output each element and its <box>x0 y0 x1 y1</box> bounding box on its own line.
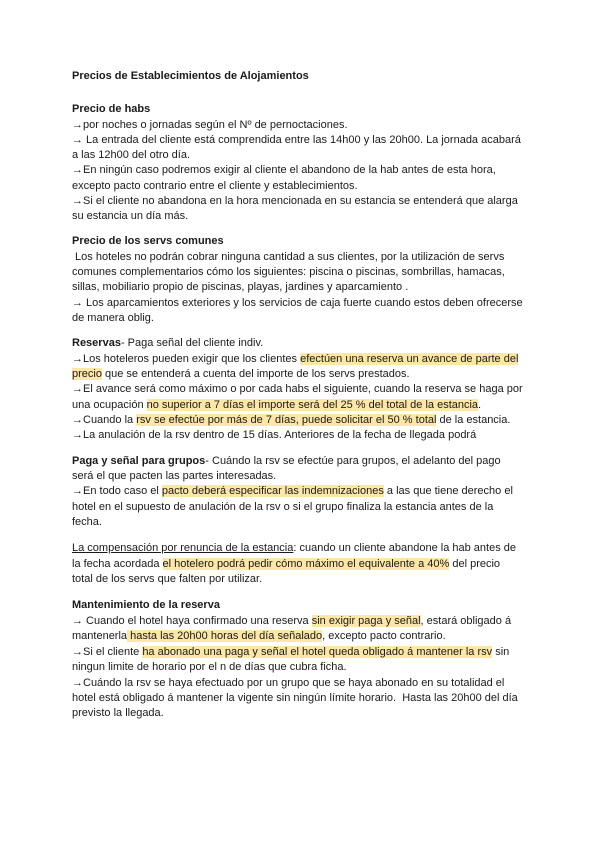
text-line <box>72 413 510 428</box>
highlighted-text: sin exigir paga y señal <box>311 615 421 627</box>
text-segment: → Los aparcamientos exteriores y los servicios de caja fuerte cuando estos deben ofrecerse <box>72 297 523 309</box>
text-segment: →por noches o jornadas según el Nº de pernoctaciones. <box>72 119 348 131</box>
text-segment: → La entrada del cliente está comprendida entre las 14h00 y las 20h00. La jornada acabará <box>72 134 521 146</box>
text-segment: a las que tiene derecho el <box>383 485 513 497</box>
text-line <box>72 614 511 629</box>
text-segment: , excepto pacto contrario. <box>322 630 446 642</box>
text-segment: será el que pacten las partes interesadas. <box>72 470 277 482</box>
text-segment: →En todo caso el <box>72 485 162 497</box>
text-segment: - Paga señal del cliente indiv. <box>120 337 264 349</box>
text-segment: →Si el cliente no abandona en la hora mencionada en su estancia se entenderá que alarga <box>72 195 518 207</box>
text-line <box>72 500 493 515</box>
highlighted-text: no superior a 7 días el importe será del 25 % del total de la estancia <box>146 399 479 411</box>
text-segment: →Los hoteleros pueden exigir que los clientes <box>72 353 301 365</box>
text-segment: : cuando un cliente abandone la hab antes de <box>293 542 517 554</box>
text-segment: la fecha acordada <box>72 558 163 570</box>
text-segment: de la estancia. <box>436 414 511 426</box>
text-segment: mantenerla <box>72 630 128 642</box>
text-line <box>72 572 262 587</box>
section-heading: Paga y señal para grupos <box>72 455 206 467</box>
text-line <box>72 265 505 280</box>
text-line <box>72 691 518 706</box>
text-line <box>72 398 481 413</box>
text-line <box>72 209 188 224</box>
text-line <box>72 352 518 367</box>
text-segment: , estará obligado á <box>420 615 512 627</box>
text-segment: de manera oblig. <box>72 312 154 324</box>
text-line <box>72 133 521 148</box>
text-segment: Los hoteles no podrán cobrar ninguna cantidad a sus clientes, por la utilización de servs <box>72 251 505 263</box>
text-line <box>72 194 518 209</box>
text-line <box>72 469 276 484</box>
highlighted-text: pacto deberá especificar las indemnizaciones <box>161 485 384 497</box>
underlined-text: La compensación por renuncia de la estancia <box>72 542 294 554</box>
text-segment: →La anulación de la rsv dentro de 15 días. Anteriores de la fecha de llegada podrá <box>72 429 477 441</box>
text-line <box>72 541 516 556</box>
highlighted-text: ha abonado una paga y señal el hotel queda obligado á mantener la rsv <box>142 646 493 658</box>
text-line <box>72 515 102 530</box>
text-line <box>72 148 190 163</box>
text-segment: →Cuándo la rsv se haya efectuado por un grupo que se haya abonado en su totalidad el <box>72 677 505 689</box>
text-line <box>72 336 263 351</box>
text-segment: → Cuando el hotel haya confirmado una reserva <box>72 615 312 627</box>
text-line <box>72 454 501 469</box>
highlighted-text: efectúen una reserva un avance de parte del <box>300 353 519 365</box>
text-segment: a las 12h00 del otro día. <box>72 149 191 161</box>
text-segment: su estancia un día más. <box>72 210 189 222</box>
text-segment: excepto pacto contrario entre el cliente y establecimientos. <box>72 180 358 192</box>
text-segment: →En ningún caso podremos exigir al cliente el abandono de la hab antes de esta hora, <box>72 164 496 176</box>
section-heading: Reservas <box>72 337 121 349</box>
highlighted-text: rsv se efectúe por más de 7 días, puede solicitar el 50 % total <box>136 414 437 426</box>
text-segment: ningun limite de horario por el n de días que cubra ficha. <box>72 661 347 673</box>
text-line <box>72 557 500 572</box>
text-line <box>72 706 164 721</box>
text-line <box>72 367 410 382</box>
text-line <box>72 311 154 326</box>
text-line <box>72 598 220 613</box>
section-heading: Precio de habs <box>72 103 151 115</box>
text-segment: sillas, mobiliario propio de piscinas, playas, jardines y aparcamiento . <box>72 281 409 293</box>
section-heading: Precio de los servs comunes <box>72 235 224 247</box>
highlighted-text: hasta las 20h00 horas del día señalado <box>127 630 323 642</box>
text-line <box>72 296 523 311</box>
text-line <box>72 102 150 117</box>
text-segment: sin <box>492 646 510 658</box>
text-line <box>72 660 347 675</box>
document-title: Precios de Establecimientos de Alojamientos <box>72 70 309 82</box>
text-line <box>72 484 513 499</box>
text-line <box>72 629 446 644</box>
text-line <box>72 280 408 295</box>
highlighted-text: el hotelero podrá pedir cómo máximo el equivalente a 40% <box>162 558 450 570</box>
text-segment: total de los servs que falten por utilizar. <box>72 573 263 585</box>
text-segment: →Cuando la <box>72 414 137 426</box>
text-segment: comunes complementarios cómo los siguientes: piscina o piscinas, sombrillas, hamacas, <box>72 266 505 278</box>
text-segment: →Si el cliente <box>72 646 143 658</box>
text-segment: del precio <box>449 558 501 570</box>
text-line <box>72 250 504 265</box>
text-segment: fecha. <box>72 516 102 528</box>
text-segment: - Cuándo la rsv se efectúe para grupos, el adelanto del pago <box>205 455 501 467</box>
text-segment: hotel en el supuesto de anulación de la rsv o si el grupo finaliza la estancia antes de la <box>72 501 494 513</box>
text-segment: una ocupación <box>72 399 147 411</box>
text-segment: que se entenderá a cuenta del importe de los servs prestados. <box>101 368 410 380</box>
text-segment: . <box>478 399 482 411</box>
section-heading: Mantenimiento de la reserva <box>72 599 220 611</box>
highlighted-text: precio <box>72 368 102 380</box>
text-line <box>72 118 348 133</box>
text-line <box>72 645 509 660</box>
text-line <box>72 428 476 443</box>
text-segment: →El avance será como máximo o por cada habs el siguiente, cuando la reserva se haga por <box>72 383 523 395</box>
text-segment: previsto la llegada. <box>72 707 164 719</box>
text-line <box>72 234 224 249</box>
text-line <box>72 676 504 691</box>
text-line <box>72 163 496 178</box>
text-segment: hotel está obligado á mantener la vigente sin ningún límite horario. Hasta las 20h00 del día <box>72 692 518 704</box>
text-line <box>72 382 523 397</box>
text-line <box>72 179 358 194</box>
